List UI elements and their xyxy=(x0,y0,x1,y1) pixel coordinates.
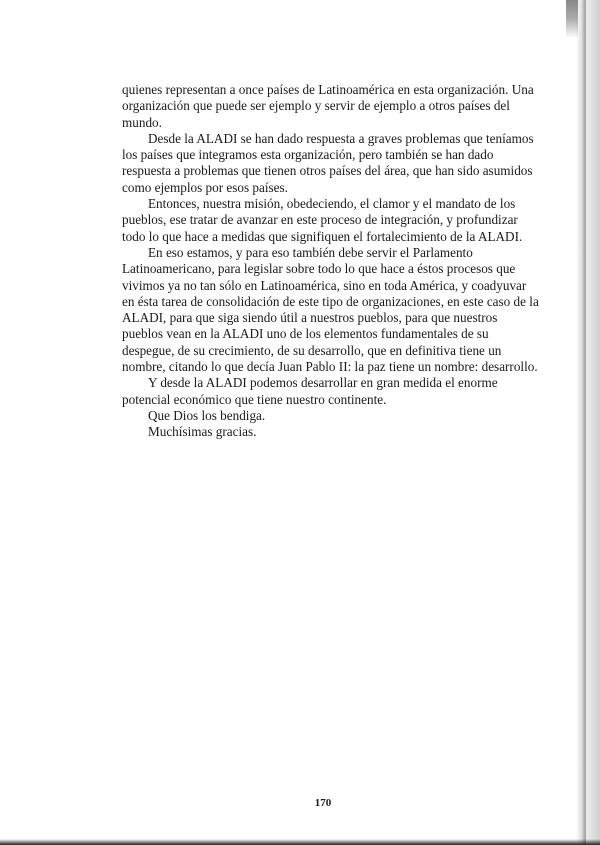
paragraph-2: Desde la ALADI se han dado respuesta a graves problemas que teníamos los países que integramos esta organización, pero también se han dado respuesta a problemas que tienen otros países del área, que han sido asumidos como ejemplos por esos países. xyxy=(122,130,534,195)
paragraph-1: quienes representan a once países de Latinoamérica en esta organización. Una organización que puede ser ejemplo y servir de ejemplo a otros países del mundo. xyxy=(122,82,534,130)
paragraph-3: Entonces, nuestra misión, obedeciendo, el clamor y el mandato de los pueblos, ese tratar de avanzar en este proceso de integración, y profundizar todo lo que hace a medidas que signifiquen el fortalecimiento de la ALADI. xyxy=(122,196,523,244)
paragraph-4: En eso estamos, y para eso también debe servir el Parlamento Latinoamericano, para legislar sobre todo lo que hace a éstos procesos que vivimos ya no tan sólo en Latinoamérica, sino en toda América, y coadyuvar en ésta tarea de consolidación de este tipo de organizaciones, en este caso de la ALADI, para que siga siendo útil a nuestros pueblos, para que nuestros pueblos vean en la ALADI uno de los elementos fundamentales de su despegue, de su crecimiento, de su desarrollo, que en definitiva tiene un nombre, citando lo que decía Juan Pablo II: la paz tiene un nombre: desarrollo. xyxy=(122,244,539,375)
paragraph-7: Muchísimas gracias. xyxy=(148,424,257,440)
scan-corner-mark xyxy=(566,0,578,38)
paragraph-5: Y desde la ALADI podemos desarrollar en gran medida el enorme potencial económico que tiene nuestro continente. xyxy=(122,375,498,407)
spine-shadow xyxy=(576,0,586,845)
paragraph-6: Que Dios los bendiga. xyxy=(148,407,266,423)
page-number: 170 xyxy=(314,797,332,809)
scan-bottom-edge xyxy=(0,839,600,845)
body-text xyxy=(122,82,540,441)
